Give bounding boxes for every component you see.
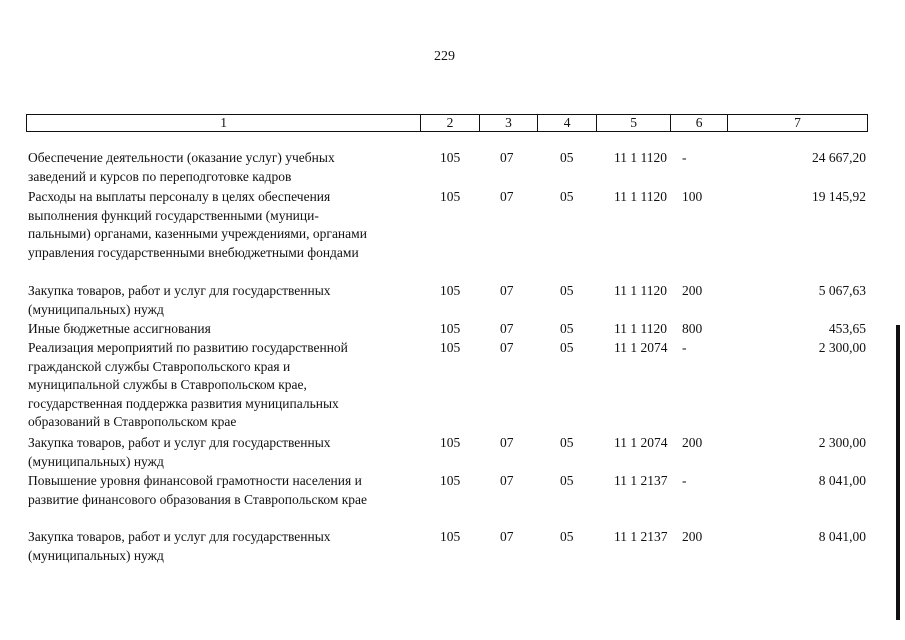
row-col-7: 2 300,00 xyxy=(818,435,866,450)
row-col-2: 105 xyxy=(440,435,461,450)
row-description: Закупка товаров, работ и услуг для государственных (муниципальных) нужд xyxy=(28,529,331,563)
row-description: Реализация мероприятий по развитию государственной гражданской службы Ставропольского края и муниципальной службы в Ставропольском крае, государственная поддержка развития муниципальных образований в Ставропольском крае xyxy=(28,340,348,429)
row-col-4: 05 xyxy=(560,340,574,355)
row-col-2: 105 xyxy=(440,150,461,165)
row-col-5: 11 1 2137 xyxy=(614,529,668,544)
row-col-3: 07 xyxy=(500,189,514,204)
row-col-7: 453,65 xyxy=(828,321,866,336)
row-col-6: 200 xyxy=(682,529,703,544)
row-col-4: 05 xyxy=(560,283,574,298)
row-col-2: 105 xyxy=(440,473,461,488)
header-col-1: 1 xyxy=(220,115,227,130)
row-col-7: 19 145,92 xyxy=(812,189,866,204)
row-col-5: 11 1 2074 xyxy=(614,435,668,450)
table-row xyxy=(26,188,868,262)
row-col-6: 800 xyxy=(682,321,703,336)
page-number: 229 xyxy=(434,49,455,64)
table-header xyxy=(26,114,868,132)
row-col-6: - xyxy=(682,340,687,355)
row-col-4: 05 xyxy=(560,473,574,488)
row-col-3: 07 xyxy=(500,529,514,544)
row-col-3: 07 xyxy=(500,435,514,450)
row-description: Расходы на выплаты персоналу в целях обеспечения выполнения функций государственными (муници- пальными) органами, казенными учреждениями, органами управления государственными внебюджетными фондами xyxy=(28,189,367,260)
row-description: Закупка товаров, работ и услуг для государственных (муниципальных) нужд xyxy=(28,283,331,317)
budget-table xyxy=(26,114,868,563)
header-col-5: 5 xyxy=(596,115,670,131)
row-description: Закупка товаров, работ и услуг для государственных (муниципальных) нужд xyxy=(28,435,331,469)
row-col-3: 07 xyxy=(500,321,514,336)
row-description: Иные бюджетные ассигнования xyxy=(28,321,211,336)
row-description: Обеспечение деятельности (оказание услуг) учебных заведений и курсов по переподготовке кадров xyxy=(28,150,335,184)
row-col-7: 24 667,20 xyxy=(812,150,866,165)
table-row xyxy=(26,528,868,565)
table-row xyxy=(26,339,868,432)
row-col-6: 100 xyxy=(682,189,703,204)
row-col-6: 200 xyxy=(682,435,703,450)
page-edge-mark xyxy=(896,325,900,620)
table-row xyxy=(26,434,868,471)
row-col-5: 11 1 1120 xyxy=(614,321,667,336)
header-col-6: 6 xyxy=(670,115,727,131)
row-col-5: 11 1 1120 xyxy=(614,283,667,298)
row-col-3: 07 xyxy=(500,473,514,488)
row-col-6: - xyxy=(682,150,687,165)
row-col-2: 105 xyxy=(440,321,461,336)
row-col-3: 07 xyxy=(500,150,514,165)
row-col-6: - xyxy=(682,473,687,488)
table-row xyxy=(26,149,868,186)
row-col-2: 105 xyxy=(440,283,461,298)
row-col-7: 8 041,00 xyxy=(818,529,866,544)
row-col-5: 11 1 2137 xyxy=(614,473,668,488)
row-col-7: 5 067,63 xyxy=(818,283,866,298)
row-description: Повышение уровня финансовой грамотности населения и развитие финансового образования в Ставропольском крае xyxy=(28,473,368,507)
header-col-3: 3 xyxy=(479,115,538,131)
row-col-2: 105 xyxy=(440,340,461,355)
row-col-5: 11 1 1120 xyxy=(614,189,667,204)
row-col-4: 05 xyxy=(560,189,574,204)
row-col-7: 8 041,00 xyxy=(818,473,866,488)
header-col-7: 7 xyxy=(727,115,867,131)
row-col-2: 105 xyxy=(440,189,461,204)
row-col-4: 05 xyxy=(560,321,574,336)
row-col-5: 11 1 2074 xyxy=(614,340,668,355)
header-col-4: 4 xyxy=(537,115,596,131)
header-col-2: 2 xyxy=(420,115,479,131)
row-col-7: 2 300,00 xyxy=(818,340,866,355)
table-row xyxy=(26,320,868,339)
row-col-4: 05 xyxy=(560,529,574,544)
table-row xyxy=(26,282,868,319)
row-col-5: 11 1 1120 xyxy=(614,150,667,165)
row-col-4: 05 xyxy=(560,435,574,450)
row-col-3: 07 xyxy=(500,340,514,355)
row-col-4: 05 xyxy=(560,150,574,165)
row-col-2: 105 xyxy=(440,529,461,544)
row-col-6: 200 xyxy=(682,283,703,298)
table-row xyxy=(26,472,868,509)
row-col-3: 07 xyxy=(500,283,514,298)
